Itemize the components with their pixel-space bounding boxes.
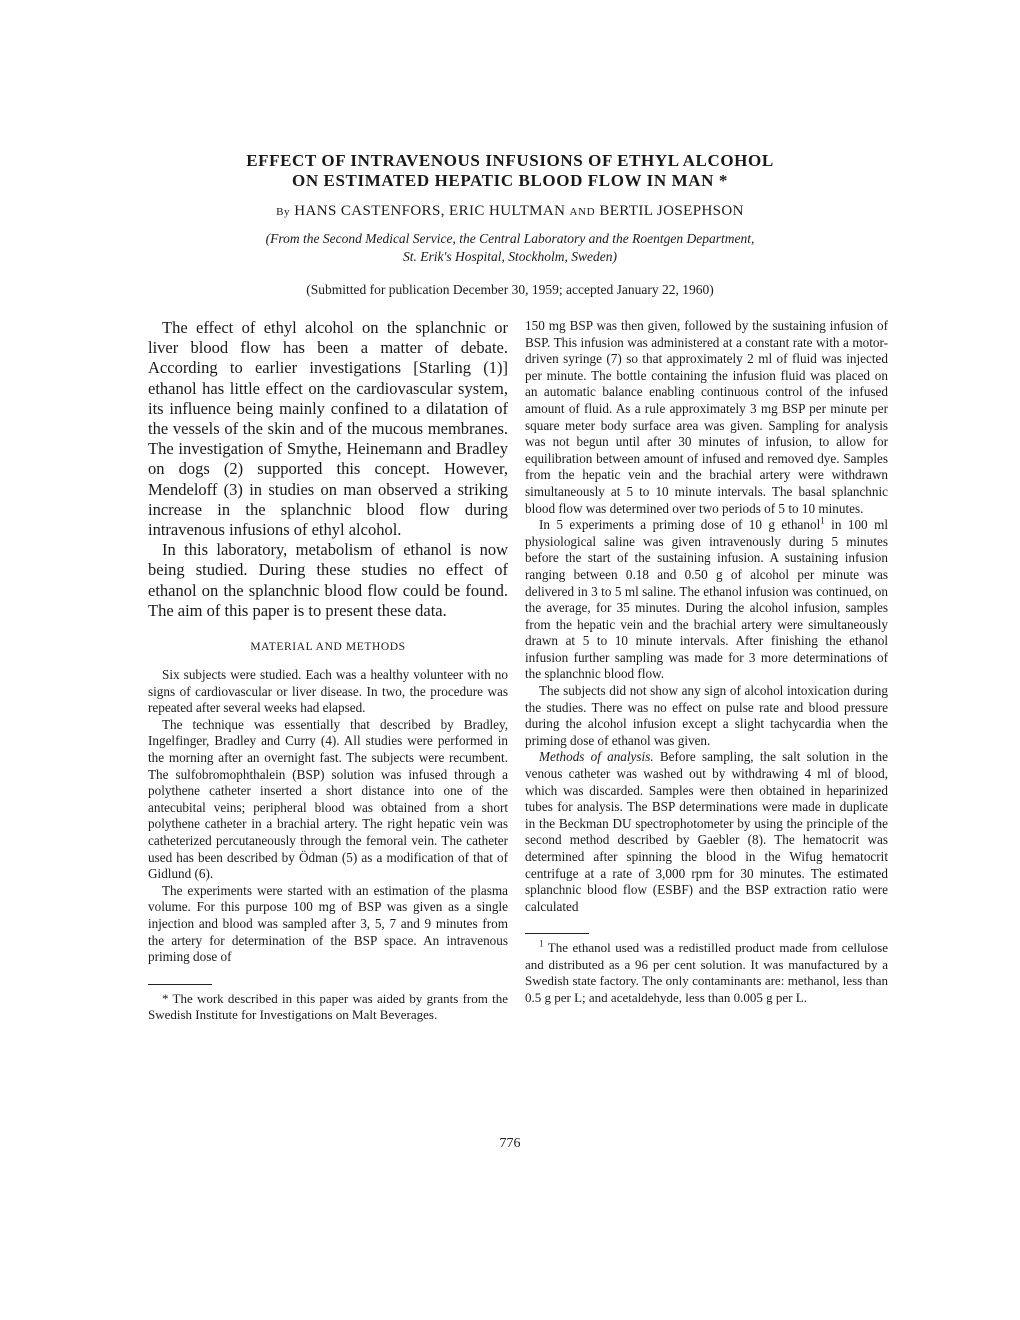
left-column bbox=[148, 318, 508, 1024]
footnote-ethanol bbox=[525, 940, 888, 1006]
footnote-ethanol-text: The ethanol used was a redistilled product made from cellulose and distributed as a 96 per cent solution. It was manufactured by a Swedish state factory. The only contaminants are: methanol, less than 0.5 g per L; and acetaldehyde, less than 0.005 g per L. bbox=[525, 940, 888, 1005]
footnote-marker-1: 1 bbox=[820, 515, 825, 526]
footnote-number-1: 1 bbox=[539, 939, 544, 950]
methods-paragraph-3: The experiments were started with an estimation of the plasma volume. For this purpose 100 mg of BSP was given as a single injection and blood was sampled after 3, 5, 7 and 9 minutes from the artery for determination of the BSP space. An intravenous priming dose of bbox=[148, 882, 508, 965]
author-and: AND bbox=[569, 206, 596, 218]
right-paragraph-1: 150 mg BSP was then given, followed by the sustaining infusion of BSP. This infusion was administered at a constant rate with a motor-driven syringe (7) so that approximately 2 ml of fluid was injected per minute. The bottle containing the infusion fluid was placed on an automatic balance enabling continuous control of the infused amount of fluid. As a rule approximately 3 mg BSP per minute per square meter body surface area was given. Sampling for analysis was not begun until after 30 minutes of infusion, to allow for equilibration between amount of infused and removed dye. Samples from the hepatic vein and the brachial artery were withdrawn simultaneously at 5 to 10 minute intervals. The basal splanchnic blood flow was determined over two periods of 5 to 10 minutes. bbox=[525, 318, 888, 516]
author-names-2: BERTIL JOSEPHSON bbox=[599, 203, 744, 219]
methods-paragraph-1: Six subjects were studied. Each was a healthy volunteer with no signs of cardiovascular or liver disease. In two, the procedure was repeated after several weeks had elapsed. bbox=[148, 667, 508, 716]
author-by: By bbox=[276, 206, 291, 218]
right-paragraph-4 bbox=[525, 749, 888, 915]
author-line bbox=[140, 203, 880, 220]
article-title-line-2: ON ESTIMATED HEPATIC BLOOD FLOW IN MAN * bbox=[292, 171, 728, 190]
author-names-1: HANS CASTENFORS, ERIC HULTMAN bbox=[294, 203, 566, 219]
methods-paragraph-2: The technique was essentially that described by Bradley, Ingelfinger, Bradley and Curry (4). All studies were performed in the morning after an overnight fast. The subjects were recumbent. The sulfobromophthalein (BSP) solution was infused through a polythene catheter inserted a short distance into one of the antecubital veins; peripheral blood was obtained from a short polythene catheter in a brachial artery. The right hepatic vein was catheterized percutaneously through the femoral vein. The catheter used has been described by Ödman (5) as a modification of that of Gidlund (6). bbox=[148, 716, 508, 882]
affiliation-line-2: St. Erik's Hospital, Stockholm, Sweden) bbox=[403, 249, 617, 264]
intro-paragraph-2: In this laboratory, metabolism of ethanol is now being studied. During these studies no effect of ethanol on the splanchnic blood flow could be found. The aim of this paper is to present these data. bbox=[148, 540, 508, 620]
right-paragraph-2-rest: in 100 ml physiological saline was given intravenously during 5 minutes before the start of the sustaining infusion. A sustaining infusion ranging between 0.18 and 0.50 g of alcohol per minute was delivered in 3 to 5 ml saline. The ethanol infusion was continued, on the average, for 35 minutes. During the alcohol infusion, samples from the hepatic vein and the brachial artery were simultaneously drawn at 5 to 10 minute intervals. After finishing the ethanol infusion further sampling was made for 3 more determinations of the splanchnic blood flow. bbox=[525, 517, 888, 682]
section-heading-methods: MATERIAL AND METHODS bbox=[250, 641, 406, 654]
submission-dates: (Submitted for publication December 30, 1959; accepted January 22, 1960) bbox=[306, 282, 714, 297]
footnote-funding: * The work described in this paper was aided by grants from the Swedish Institute for Investigations on Malt Beverages. bbox=[148, 990, 508, 1023]
affiliation-line-1: (From the Second Medical Service, the Central Laboratory and the Roentgen Department, bbox=[265, 231, 755, 246]
footnote-divider-right bbox=[525, 933, 589, 934]
article-title-line-1: EFFECT OF INTRAVENOUS INFUSIONS OF ETHYL ALCOHOL bbox=[246, 151, 774, 170]
subheading-methods-of-analysis: Methods of analysis. bbox=[539, 749, 654, 765]
right-paragraph-4-rest: Before sampling, the salt solution in the venous catheter was washed out by withdrawing 4 ml of blood, which was discarded. Samples were then obtained in heparinized tubes for analysis. The BSP determinations were made in duplicate in the Beckman DU spectrophotometer by using the principle of the second method described by Gaebler (8). The hematocrit was determined after spinning the blood in the Wifug hematocrit centrifuge at a rate of 3,000 rpm for 30 minutes. The estimated splanchnic blood flow (ESBF) and the BSP extraction ratio were calculated bbox=[525, 749, 888, 914]
page-number: 776 bbox=[499, 1136, 521, 1151]
right-paragraph-2-start: In 5 experiments a priming dose of 10 g ethanol bbox=[539, 517, 821, 533]
footnote-divider bbox=[148, 984, 212, 985]
right-column bbox=[525, 318, 888, 1006]
right-paragraph-3: The subjects did not show any sign of alcohol intoxication during the studies. There was no effect on pulse rate and blood pressure during the alcohol infusion except a slight tachycardia when the priming dose of ethanol was given. bbox=[525, 683, 888, 748]
right-paragraph-2 bbox=[525, 517, 888, 683]
intro-paragraph-1: The effect of ethyl alcohol on the splanchnic or liver blood flow has been a matter of debate. According to earlier investigations [Starling (1)] ethanol has little effect on the cardiovascular system, its influence being mainly confined to a dilatation of the vessels of the skin and of the mucous membranes. The investigation of Smythe, Heinemann and Bradley on dogs (2) supported this concept. However, Mendeloff (3) in studies on man observed a striking increase in the splanchnic blood flow during intravenous infusions of ethyl alcohol. bbox=[148, 318, 508, 540]
